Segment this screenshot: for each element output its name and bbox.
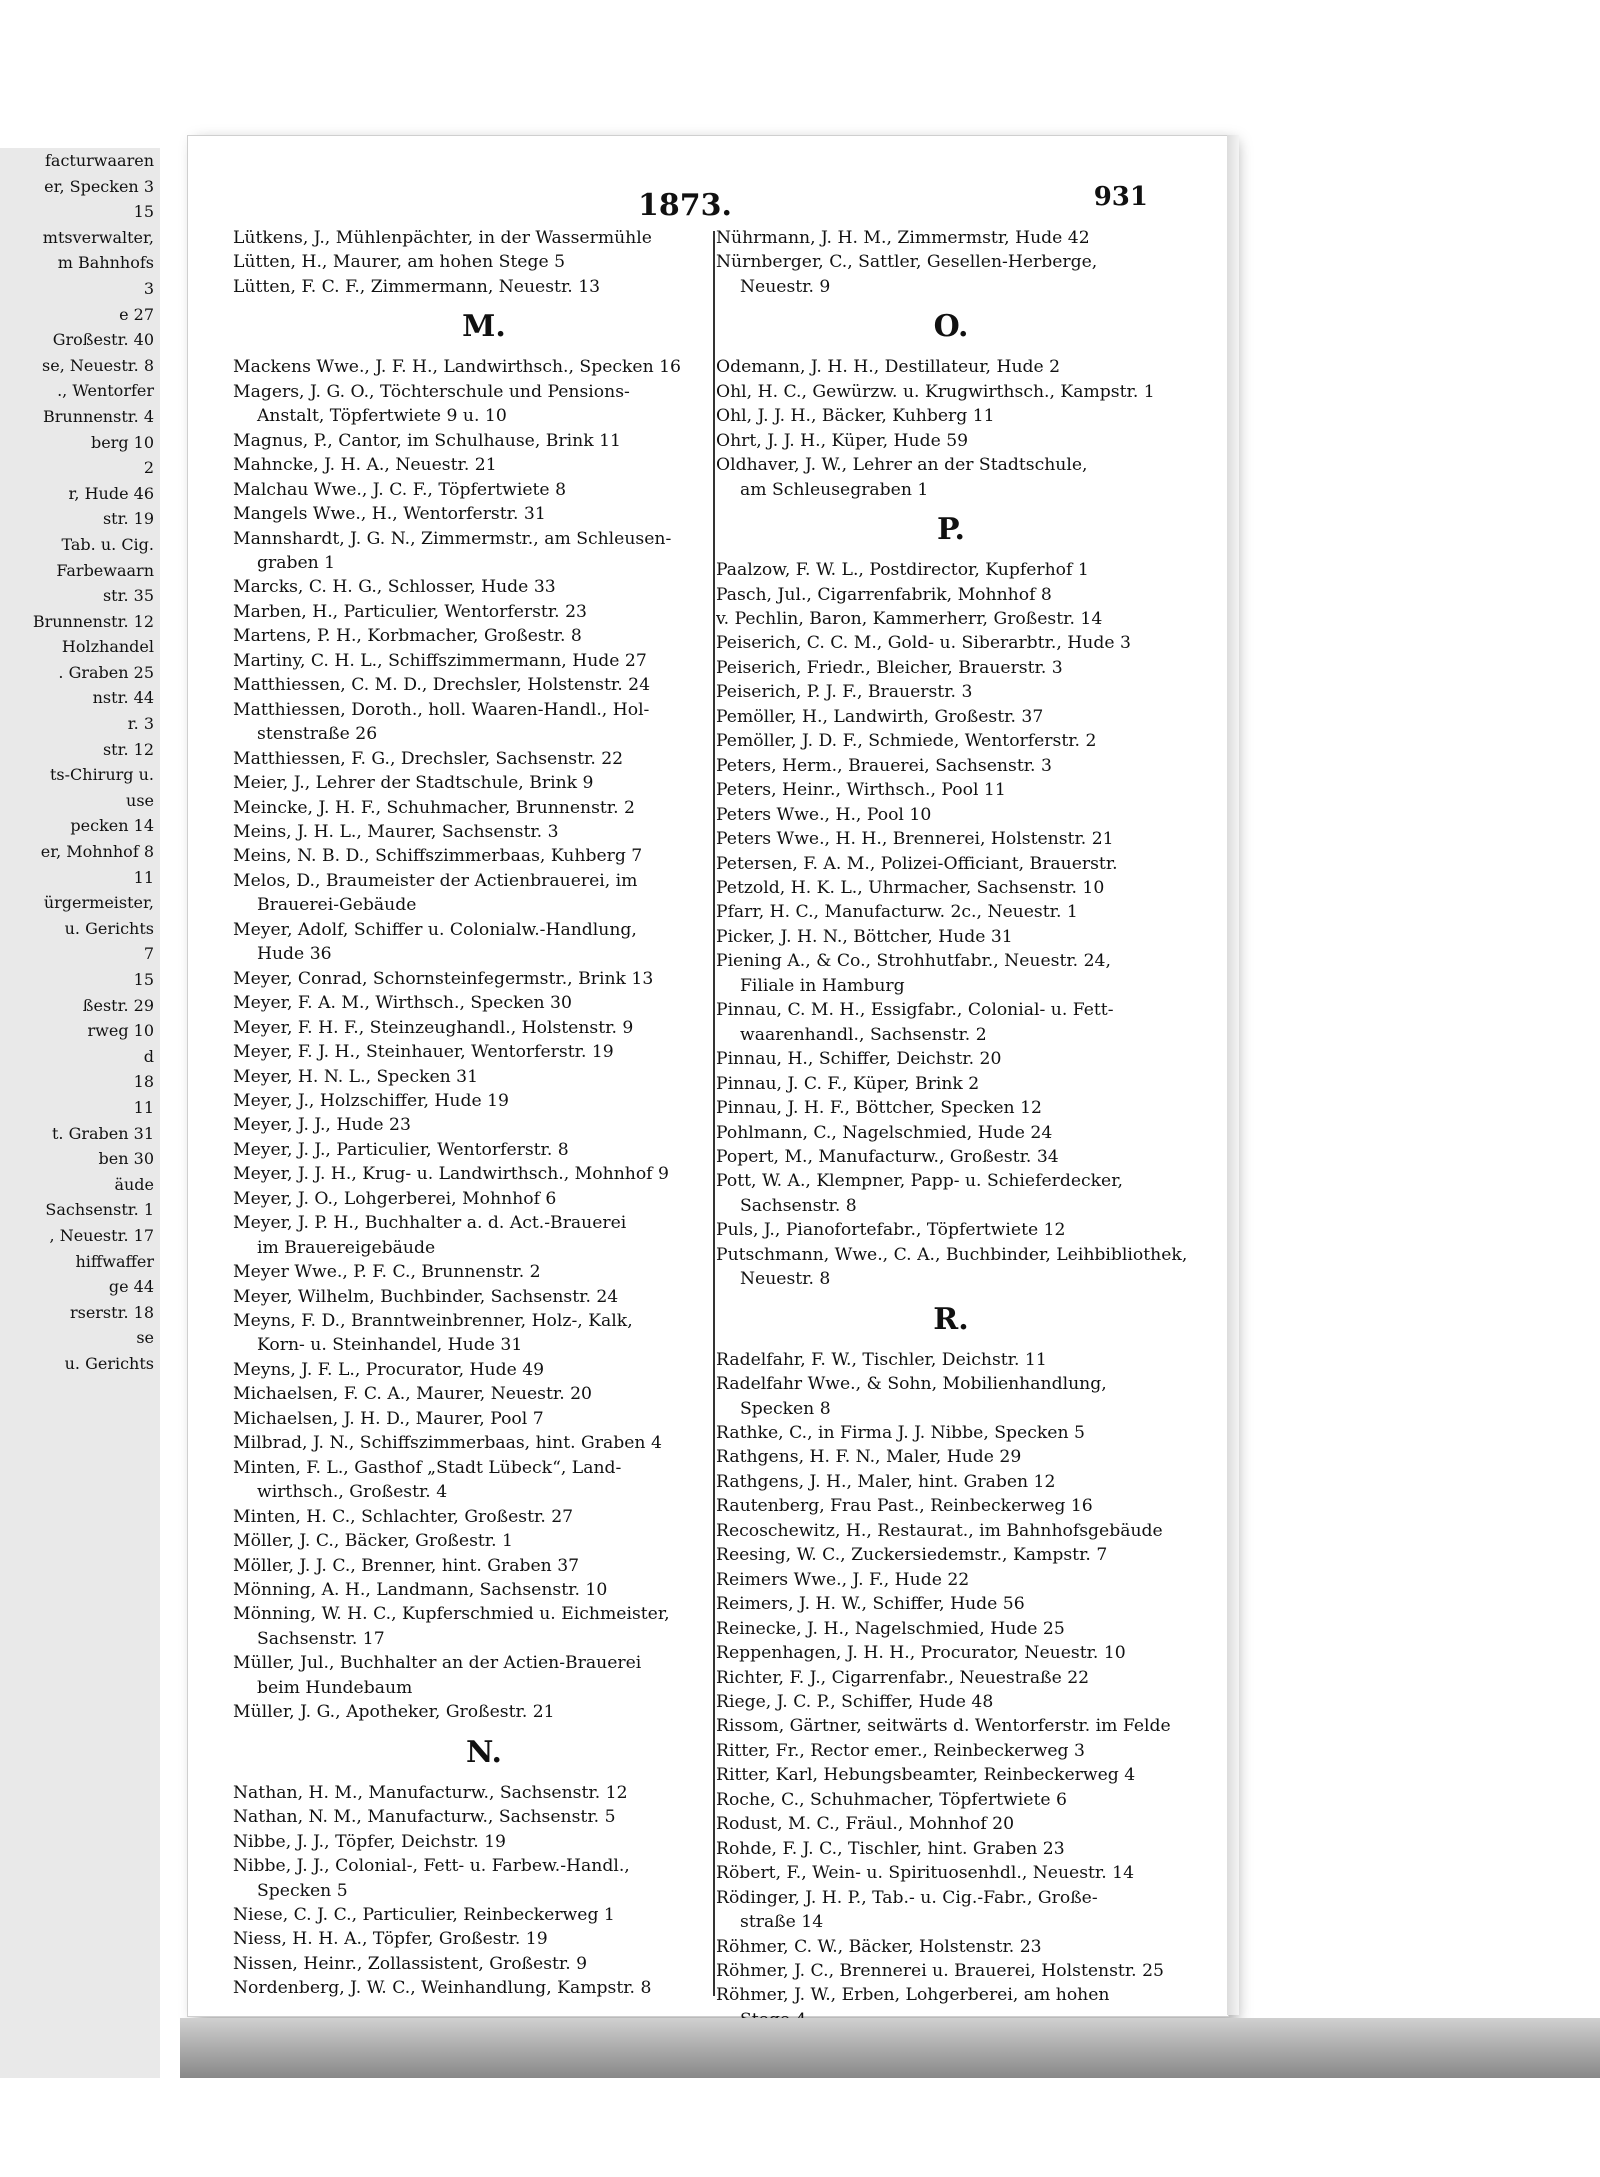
left-page-line	[0, 1172, 160, 1198]
directory-entry: Oldhaver, J. W., Lehrer an der Stadtschule,	[716, 455, 1088, 476]
entry-continuation: waarenhandl., Sachsenstr. 2	[740, 1024, 987, 1045]
left-page-text: Farbewaarn	[56, 560, 154, 580]
left-page-line	[0, 302, 160, 328]
left-page-text: äude	[114, 1174, 154, 1194]
directory-entry: Rissom, Gärtner, seitwärts d. Wentorferstr. im Felde	[716, 1716, 1171, 1737]
left-page-text: r. 3	[127, 714, 154, 734]
left-page-text: str. 12	[102, 739, 154, 759]
left-page-line	[0, 737, 160, 763]
directory-entry: Peiserich, P. J. F., Brauerstr. 3	[716, 682, 973, 703]
directory-entry: Lütten, H., Maurer, am hohen Stege 5	[233, 252, 566, 273]
left-page-text: Sachsenstr. 1	[45, 1200, 154, 1220]
directory-entry: Putschmann, Wwe., C. A., Buchbinder, Leihbibliothek,	[716, 1244, 1188, 1265]
directory-entry: Nürnberger, C., Sattler, Gesellen-Herberge,	[716, 252, 1098, 273]
entry-continuation: graben 1	[257, 552, 336, 573]
section-letter: P.	[936, 512, 966, 548]
directory-entry: Pinnau, J. C. F., Küper, Brink 2	[716, 1073, 980, 1094]
directory-entry: Peters, Heinr., Wirthsch., Pool 11	[716, 780, 1006, 801]
directory-entry: Niese, C. J. C., Particulier, Reinbeckerweg 1	[233, 1905, 615, 1925]
directory-entry: Meyer, J. P. H., Buchhalter a. d. Act.-Brauerei	[233, 1213, 627, 1234]
entry-continuation: Hude 36	[257, 944, 332, 965]
left-page-text: m Bahnhofs	[57, 253, 154, 273]
directory-entry: Pemöller, J. D. F., Schmiede, Wentorferstr. 2	[716, 731, 1097, 752]
directory-entry: Rautenberg, Frau Past., Reinbeckerweg 16	[716, 1496, 1093, 1517]
directory-entry: Meyer, Conrad, Schornsteinfegermstr., Brink 13	[233, 968, 654, 989]
left-page-text: t. Graben 31	[51, 1123, 154, 1143]
left-page-text: er, Mohnhof 8	[40, 842, 154, 862]
left-page-line	[0, 532, 160, 558]
left-page-line	[0, 941, 160, 967]
directory-entry: Lütkens, J., Mühlenpächter, in der Wassermühle	[233, 228, 652, 248]
directory-entry: Popert, M., Manufacturw., Großestr. 34	[716, 1146, 1059, 1167]
left-page-text: 2	[143, 458, 154, 478]
directory-entry: v. Pechlin, Baron, Kammerherr, Großestr. 14	[716, 608, 1103, 629]
directory-entry: Piening A., & Co., Strohhutfabr., Neuestr. 24,	[716, 951, 1111, 972]
directory-entry: Reimers, J. H. W., Schiffer, Hude 56	[716, 1594, 1025, 1615]
left-page-text: pecken 14	[70, 816, 154, 836]
directory-entry: Röhmer, C. W., Bäcker, Holstenstr. 23	[716, 1936, 1042, 1957]
directory-entry: Martiny, C. H. L., Schiffszimmermann, Hude 27	[233, 650, 647, 671]
directory-entry: Rathgens, H. F. N., Maler, Hude 29	[716, 1447, 1022, 1468]
directory-entry: Niess, H. H. A., Töpfer, Großestr. 19	[233, 1929, 548, 1950]
left-page-line	[0, 276, 160, 302]
directory-entry: Martens, P. H., Korbmacher, Großestr. 8	[233, 626, 582, 647]
directory-entry: Peiserich, Friedr., Bleicher, Brauerstr. 3	[716, 657, 1063, 678]
left-page-text: ben 30	[98, 1149, 154, 1169]
directory-entry: Minten, H. C., Schlachter, Großestr. 27	[233, 1506, 574, 1527]
left-page-text: 15	[133, 202, 154, 222]
directory-entry: Reimers Wwe., J. F., Hude 22	[716, 1569, 970, 1590]
left-page-text: ., Wentorfer	[57, 381, 154, 401]
directory-entry: Meins, N. B. D., Schiffszimmerbaas, Kuhberg 7	[233, 846, 643, 867]
entry-continuation: Filiale in Hamburg	[740, 975, 905, 996]
directory-entry: Ohl, J. J. H., Bäcker, Kuhberg 11	[716, 406, 995, 427]
directory-entry: Minten, F. L., Gasthof „Stadt Lübeck“, Land-	[233, 1457, 622, 1478]
left-page-line	[0, 993, 160, 1019]
directory-entry: Nibbe, J. J., Colonial-, Fett- u. Farbew.-Handl.,	[233, 1856, 630, 1877]
section-letter: M.	[462, 309, 506, 345]
left-page-text: mtsverwalter,	[42, 227, 154, 247]
left-page-line	[0, 1121, 160, 1147]
directory-entry: Nissen, Heinr., Zollassistent, Großestr. 9	[233, 1953, 588, 1974]
directory-entry: Magers, J. G. O., Töchterschule und Pensions-	[233, 381, 630, 402]
directory-entry: Marcks, C. H. G., Schlosser, Hude 33	[233, 577, 556, 598]
left-page-text: berg 10	[90, 432, 154, 452]
left-column	[233, 226, 735, 2001]
directory-entry: Paalzow, F. W. L., Postdirector, Kupferhof 1	[716, 560, 1089, 581]
left-page-text: e 27	[119, 304, 154, 324]
directory-entry: Matthiessen, F. G., Drechsler, Sachsenstr. 22	[233, 748, 624, 769]
left-page-line	[0, 327, 160, 353]
left-page-line	[0, 404, 160, 430]
directory-entry: Lütten, F. C. F., Zimmermann, Neuestr. 13	[233, 276, 601, 297]
section-letter: R.	[933, 1301, 969, 1337]
directory-entry: Magnus, P., Cantor, im Schulhause, Brink 11	[233, 430, 621, 451]
directory-entry: Rohde, F. J. C., Tischler, hint. Graben 23	[716, 1838, 1065, 1859]
column-divider	[713, 231, 715, 1996]
directory-entry: Ohl, H. C., Gewürzw. u. Krugwirthsch., Kampstr. 1	[716, 381, 1155, 402]
left-page-line	[0, 762, 160, 788]
directory-entry: Meyer, F. J. H., Steinhauer, Wentorferstr. 19	[233, 1042, 614, 1063]
directory-entry: Meyer, Wilhelm, Buchbinder, Sachsenstr. 24	[233, 1286, 619, 1307]
directory-entry: Meyns, F. D., Branntweinbrenner, Holz-, Kalk,	[233, 1311, 633, 1332]
left-page-text: hiffwaffer	[75, 1251, 154, 1271]
left-page-text: Holzhandel	[61, 637, 154, 657]
left-page-text: u. Gerichts	[64, 918, 154, 938]
directory-entry: Picker, J. H. N., Böttcher, Hude 31	[716, 926, 1013, 947]
left-page-text: d	[143, 1046, 154, 1066]
left-page-text: se	[136, 1328, 154, 1348]
directory-entry: Nührmann, J. H. M., Zimmermstr, Hude 42	[716, 228, 1090, 248]
directory-entry: Ritter, Fr., Rector emer., Reinbeckerweg 3	[716, 1740, 1085, 1761]
left-page-line	[0, 1197, 160, 1223]
entry-continuation: Anstalt, Töpfertwiete 9 u. 10	[257, 406, 507, 427]
left-page-line	[0, 506, 160, 532]
directory-entry: Richter, F. J., Cigarrenfabr., Neuestraße 22	[716, 1667, 1090, 1688]
left-page-line	[0, 1351, 160, 1377]
left-page-line	[0, 481, 160, 507]
directory-entry: Rathke, C., in Firma J. J. Nibbe, Specken 5	[716, 1423, 1085, 1444]
directory-entry: Mahncke, J. H. A., Neuestr. 21	[233, 455, 497, 476]
left-page-line	[0, 1249, 160, 1275]
directory-entry: Pemöller, H., Landwirth, Großestr. 37	[716, 706, 1044, 727]
left-page-line	[0, 250, 160, 276]
directory-entry: Meyer, J. J. H., Krug- u. Landwirthsch., Mohnhof 9	[233, 1164, 669, 1185]
left-page-text: u. Gerichts	[64, 1353, 154, 1373]
directory-entry: Rathgens, J. H., Maler, hint. Graben 12	[716, 1471, 1056, 1492]
directory-entry: Malchau Wwe., J. C. F., Töpfertwiete 8	[233, 479, 567, 500]
directory-entry: Marben, H., Particulier, Wentorferstr. 23	[233, 601, 587, 622]
section-letter: N.	[466, 1734, 502, 1770]
left-page-text: r, Hude 46	[68, 483, 154, 503]
left-page-line	[0, 1146, 160, 1172]
left-page-text: 18	[133, 1072, 154, 1092]
left-page-line	[0, 916, 160, 942]
directory-entry: Meyer, J. O., Lohgerberei, Mohnhof 6	[233, 1188, 557, 1209]
directory-entry: Matthiessen, C. M. D., Drechsler, Holstenstr. 24	[233, 675, 651, 696]
directory-entry: Reppenhagen, J. H. H., Procurator, Neuestr. 10	[716, 1643, 1126, 1664]
directory-entry: Puls, J., Pianofortefabr., Töpfertwiete 12	[716, 1220, 1066, 1241]
entry-continuation: am Schleusegraben 1	[740, 479, 929, 500]
left-page-text: . Graben 25	[58, 662, 154, 682]
directory-entry: Meincke, J. H. F., Schuhmacher, Brunnenstr. 2	[233, 797, 635, 818]
directory-entry: Rödinger, J. H. P., Tab.- u. Cig.-Fabr., Große-	[716, 1887, 1098, 1908]
left-page-line	[0, 685, 160, 711]
left-page-text: 3	[143, 278, 154, 298]
directory-entry: Möller, J. C., Bäcker, Großestr. 1	[233, 1531, 513, 1552]
left-page-line	[0, 839, 160, 865]
directory-entry: Ohrt, J. J. H., Küper, Hude 59	[716, 430, 969, 451]
left-page-line	[0, 430, 160, 456]
directory-entry: Peters, Herm., Brauerei, Sachsenstr. 3	[716, 755, 1052, 776]
directory-entry: Röbert, F., Wein- u. Spirituosenhdl., Neuestr. 14	[716, 1863, 1135, 1884]
directory-entry: Petersen, F. A. M., Polizei-Officiant, Brauerstr.	[716, 853, 1118, 874]
left-page-line	[0, 634, 160, 660]
left-page-text: ge 44	[108, 1277, 154, 1297]
entry-continuation: Specken 5	[257, 1880, 348, 1901]
left-page-fragment	[0, 148, 160, 2078]
left-page-line	[0, 609, 160, 635]
left-page-line	[0, 1274, 160, 1300]
directory-entry: Meyer, J., Holzschiffer, Hude 19	[233, 1090, 509, 1111]
left-page-line	[0, 1069, 160, 1095]
left-page-line	[0, 813, 160, 839]
entry-continuation: Brauerei-Gebäude	[257, 895, 417, 916]
directory-entry: Milbrad, J. N., Schiffszimmerbaas, hint. Graben 4	[233, 1433, 662, 1454]
left-page-line	[0, 890, 160, 916]
directory-entry: Röhmer, J. C., Brennerei u. Brauerei, Holstenstr. 25	[716, 1961, 1164, 1981]
directory-entry: Nordenberg, J. W. C., Weinhandlung, Kampstr. 8	[233, 1978, 652, 1999]
directory-entry: Matthiessen, Doroth., holl. Waaren-Handl., Hol-	[233, 699, 650, 720]
entry-continuation: straße 14	[740, 1912, 824, 1933]
directory-entry: Michaelsen, J. H. D., Maurer, Pool 7	[233, 1408, 544, 1429]
left-page-line	[0, 1044, 160, 1070]
left-page-line	[0, 1018, 160, 1044]
left-page-text: Brunnenstr. 12	[32, 611, 154, 631]
directory-entry: Meyns, J. F. L., Procurator, Hude 49	[233, 1359, 545, 1380]
left-page-text: str. 35	[102, 586, 154, 606]
left-page-line	[0, 583, 160, 609]
directory-entry: Müller, Jul., Buchhalter an der Actien-Brauerei	[233, 1653, 642, 1674]
left-page-text: rweg 10	[87, 1021, 154, 1041]
entry-continuation: Neuestr. 8	[740, 1269, 831, 1290]
directory-entry: Peters Wwe., H. H., Brennerei, Holstenstr. 21	[716, 829, 1114, 850]
section-letter: O.	[933, 309, 969, 345]
entry-continuation: Specken 8	[740, 1398, 831, 1419]
directory-entry: Pohlmann, C., Nagelschmied, Hude 24	[716, 1122, 1053, 1143]
left-page-text: nstr. 44	[92, 688, 154, 708]
entry-continuation: stenstraße 26	[257, 724, 378, 745]
page-edge	[1227, 135, 1239, 2015]
left-page-line	[0, 660, 160, 686]
directory-entry: Mönning, W. H. C., Kupferschmied u. Eichmeister,	[233, 1604, 670, 1625]
directory-entry: Meyer, H. N. L., Specken 31	[233, 1066, 479, 1087]
directory-entry: Roche, C., Schuhmacher, Töpfertwiete 6	[716, 1789, 1067, 1810]
directory-entry: Peiserich, C. C. M., Gold- u. Siberarbtr., Hude 3	[716, 633, 1131, 654]
directory-entry: Meyer, Adolf, Schiffer u. Colonialw.-Handlung,	[233, 919, 637, 940]
left-page-line	[0, 788, 160, 814]
directory-entry: Mönning, A. H., Landmann, Sachsenstr. 10	[233, 1580, 608, 1601]
directory-entry: Rodust, M. C., Fräul., Mohnhof 20	[716, 1814, 1015, 1835]
entry-continuation: im Brauereigebäude	[257, 1237, 436, 1258]
directory-entry: Pfarr, H. C., Manufacturw. 2c., Neuestr. 1	[716, 902, 1078, 923]
left-page-text: 15	[133, 970, 154, 989]
left-page-text: ßestr. 29	[82, 995, 154, 1015]
directory-entry: Nathan, N. M., Manufacturw., Sachsenstr. 5	[233, 1807, 616, 1828]
directory-page	[187, 135, 1229, 2017]
directory-entry: Meyer, J. J., Hude 23	[233, 1115, 411, 1136]
directory-entry: Röhmer, J. W., Erben, Lohgerberei, am hohen	[716, 1985, 1110, 2006]
scanner-shadow	[180, 2018, 1600, 2078]
directory-entry: Pinnau, H., Schiffer, Deichstr. 20	[716, 1049, 1002, 1070]
left-page-line	[0, 455, 160, 481]
left-page-text: ürgermeister,	[43, 893, 154, 913]
directory-entry: Reesing, W. C., Zuckersiedemstr., Kampstr. 7	[716, 1545, 1108, 1566]
directory-entry: Pinnau, J. H. F., Böttcher, Specken 12	[716, 1098, 1042, 1119]
directory-entry: Reinecke, J. H., Nagelschmied, Hude 25	[716, 1618, 1065, 1639]
directory-entry: Meins, J. H. L., Maurer, Sachsenstr. 3	[233, 821, 559, 842]
page-header-year: 1873.	[638, 188, 732, 223]
left-page-line	[0, 1095, 160, 1121]
left-page-line	[0, 353, 160, 379]
directory-entry: Odemann, J. H. H., Destillateur, Hude 2	[716, 357, 1061, 378]
entry-continuation: Sachsenstr. 8	[740, 1195, 857, 1216]
left-page-text: str. 19	[102, 509, 154, 529]
directory-entry: Meyer, J. J., Particulier, Wentorferstr. 8	[233, 1139, 569, 1160]
left-page-line	[0, 558, 160, 584]
entry-continuation: beim Hundebaum	[257, 1677, 413, 1698]
left-page-line	[0, 711, 160, 737]
directory-entry: Radelfahr, F. W., Tischler, Deichstr. 11	[716, 1349, 1047, 1370]
left-page-line	[0, 967, 160, 993]
directory-entry: Müller, J. G., Apotheker, Großestr. 21	[233, 1702, 555, 1723]
directory-entry: Pinnau, C. M. H., Essigfabr., Colonial- u. Fett-	[716, 1000, 1114, 1021]
directory-entry: Peters Wwe., H., Pool 10	[716, 804, 932, 825]
directory-entry: Mackens Wwe., J. F. H., Landwirthsch., Specken 16	[233, 357, 681, 378]
left-page-line	[0, 225, 160, 251]
left-page-text: Tab. u. Cig.	[61, 534, 154, 554]
directory-entry: Nibbe, J. J., Töpfer, Deichstr. 19	[233, 1831, 506, 1852]
left-page-text: facturwaaren	[45, 151, 154, 170]
left-page-text: 7	[143, 944, 154, 964]
directory-entry: Meyer, F. A. M., Wirthsch., Specken 30	[233, 993, 572, 1014]
directory-entry: Petzold, H. K. L., Uhrmacher, Sachsenstr. 10	[716, 877, 1105, 898]
entry-continuation: Neuestr. 9	[740, 276, 831, 297]
directory-entry: Melos, D., Braumeister der Actienbrauerei, im	[233, 870, 638, 891]
left-page-line	[0, 148, 160, 174]
left-page-text: er, Specken 3	[44, 176, 154, 196]
left-page-line	[0, 174, 160, 200]
directory-entry: Mannshardt, J. G. N., Zimmermstr., am Schleusen-	[233, 528, 672, 549]
directory-entry: Möller, J. J. C., Brenner, hint. Graben 37	[233, 1555, 580, 1576]
directory-entry: Nathan, H. M., Manufacturw., Sachsenstr. 12	[233, 1782, 628, 1803]
directory-entry: Mangels Wwe., H., Wentorferstr. 31	[233, 504, 546, 525]
directory-entry: Pasch, Jul., Cigarrenfabrik, Mohnhof 8	[716, 584, 1052, 605]
left-page-text: , Neuestr. 17	[49, 1225, 154, 1245]
left-page-line	[0, 1300, 160, 1326]
directory-entry: Radelfahr Wwe., & Sohn, Mobilienhandlung,	[716, 1374, 1107, 1395]
directory-entry: Riege, J. C. P., Schiffer, Hude 48	[716, 1692, 994, 1713]
page-number: 931	[1093, 182, 1148, 212]
left-page-line	[0, 1223, 160, 1249]
left-page-text: se, Neuestr. 8	[42, 355, 154, 375]
directory-entry: Meyer, F. H. F., Steinzeughandl., Holstenstr. 9	[233, 1017, 634, 1038]
left-page-text: Brunnenstr. 4	[43, 406, 154, 426]
left-page-text: rserstr. 18	[69, 1302, 154, 1322]
left-page-line	[0, 199, 160, 225]
left-page-text: ts-Chirurg u.	[49, 765, 154, 785]
left-page-text: use	[126, 790, 154, 810]
left-page-line	[0, 1325, 160, 1351]
left-page-text: Großestr. 40	[52, 330, 154, 350]
directory-entry: Meier, J., Lehrer der Stadtschule, Brink 9	[233, 773, 594, 794]
left-page-text: 11	[133, 867, 154, 887]
left-page-line	[0, 865, 160, 891]
entry-continuation: wirthsch., Großestr. 4	[257, 1482, 448, 1503]
directory-entry: Ritter, Karl, Hebungsbeamter, Reinbeckerweg 4	[716, 1765, 1136, 1786]
directory-entry: Pott, W. A., Klempner, Papp- u. Schieferdecker,	[716, 1171, 1124, 1192]
entry-continuation: Korn- u. Steinhandel, Hude 31	[257, 1335, 523, 1356]
entry-continuation: Sachsenstr. 17	[257, 1628, 385, 1649]
left-page-text: 11	[133, 1097, 154, 1117]
directory-entry: Meyer Wwe., P. F. C., Brunnenstr. 2	[233, 1262, 541, 1283]
left-page-line	[0, 378, 160, 404]
directory-entry: Michaelsen, F. C. A., Maurer, Neuestr. 20	[233, 1384, 592, 1405]
directory-entry: Recoschewitz, H., Restaurat., im Bahnhofsgebäude	[716, 1520, 1163, 1541]
right-column	[716, 226, 1186, 2032]
